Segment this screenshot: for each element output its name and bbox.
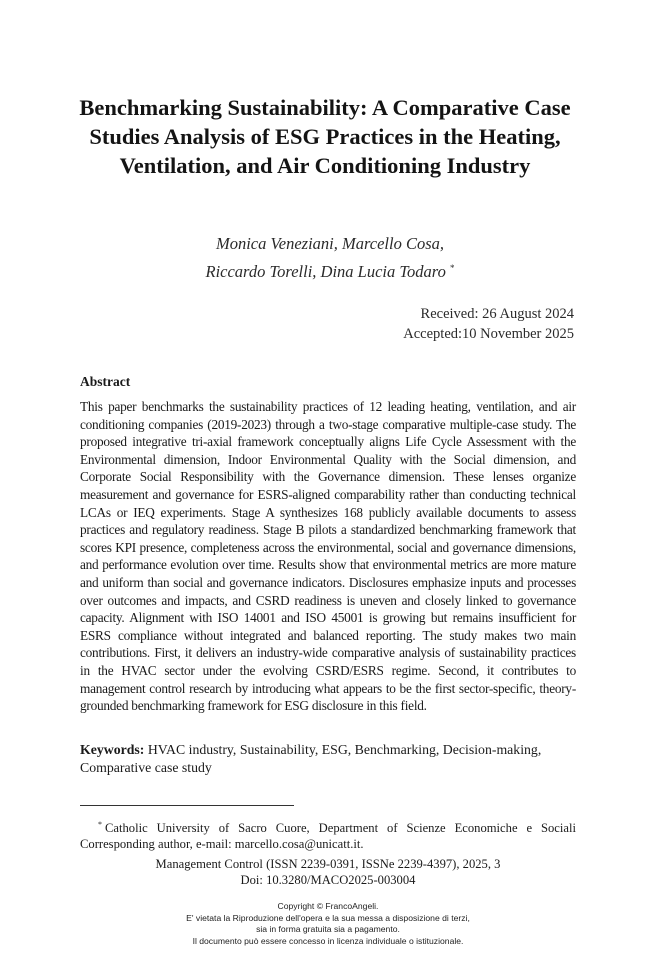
footnote [80,817,576,852]
copyright-line-1: Copyright © FrancoAngeli. [277,901,379,911]
author-names-2: Riccardo Torelli, Dina Lucia Todaro [205,262,446,281]
footnote-affiliation [80,817,576,836]
author-line-2 [150,256,510,284]
footnote-corresponding-author: Corresponding author, e-mail: marcello.cosa@unicatt.it. [80,837,364,851]
keywords-block [80,741,576,777]
copyright-line-2: E' vietata la Riproduzione dell'opera e la sua messa a disposizione di terzi, [186,912,470,923]
footnote-divider [80,805,294,806]
date-block [274,304,574,344]
received-date: Received: 26 August 2024 [420,306,574,322]
copyright-line-3: sia in forma gratuita sia a pagamento. [256,924,400,934]
journal-citation: Management Control (ISSN 2239-0391, ISSNe 2239-4397), 2025, 3 [155,857,501,871]
author-block [150,232,510,284]
footnote-mark: * [98,820,102,829]
journal-doi: Doi: 10.3280/MACO2025-003004 [240,873,416,887]
author-line-1: Monica Veneziani, Marcello Cosa, [215,234,445,253]
copyright-notice [100,901,556,947]
abstract-heading: Abstract [80,374,131,389]
accepted-date: Accepted:10 November 2025 [403,326,574,342]
keywords-text: HVAC industry, Sustainability, ESG, Benchmarking, Decision-making, Comparative case study [80,742,542,775]
abstract-text: This paper benchmarks the sustainability practices of 12 leading heating, ventilation, and air conditioning companies (2019-2023) through a two-stage comparative multiple-case study. The proposed integrative tri-axial framework conceptually aligns Life Cycle Assessment with the Environmental dimension, Indoor Environmental Quality with the Social dimension, and Corporate Social Responsibility with the Governance dimension. These lenses organize measurement and governance for ESRS-aligned comparability rather than conducting technical LCAs or IEQ experiments. Stage A synthesizes 168 publicly available documents to assess practices and regulatory readiness. Stage B pilots a standardized benchmarking framework that scores KPI presence, completeness across the environmental, social and governance dimensions, and performance evolution over time. Results show that environmental metrics are more mature and uniform than social and governance indicators. Disclosures emphasize inputs and processes over outcomes and impacts, and CSRD readiness is uneven and closely linked to governance capacity. Alignment with ISO 14001 and ISO 45001 is growing but remains insufficient for ESRS compliance without integrated and balanced reporting. The study makes two main contributions. First, it delivers an industry-wide comparative analysis of sustainability practices in the HVAC sector under the evolving CSRD/ESRS regime. Second, it contributes to management control research by introducing what appears to be the first sector-specific, theory-grounded benchmarking framework for ESG disclosure in this field. [80,399,576,714]
keywords-label: Keywords: [80,742,145,757]
paper-title: Benchmarking Sustainability: A Comparative Case Studies Analysis of ESG Practices in the Heating, Ventilation, and Air Conditioning Industry [79,95,571,178]
footnote-affiliation-text: Catholic University of Sacro Cuore, Department of Scienze Economiche e Sociali [105,821,576,835]
affiliation-mark: * [449,263,455,273]
journal-info [80,856,576,888]
copyright-line-4: Il documento può essere concesso in licenza individuale o istituzionale. [192,935,464,946]
